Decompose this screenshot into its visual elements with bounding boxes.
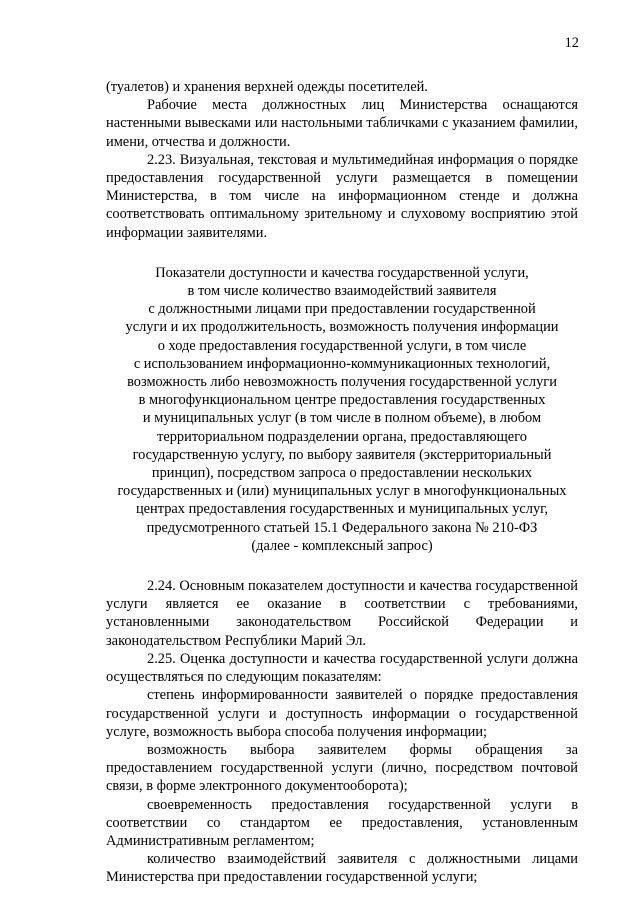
heading-line: в многофункциональном центре предоставления государственных bbox=[138, 392, 546, 409]
page-number: 12 bbox=[564, 35, 579, 51]
heading-line: (далее - комплексный запрос) bbox=[251, 537, 433, 554]
heading-line: и муниципальных услуг (в том числе в полном объеме), в любом bbox=[142, 410, 542, 427]
heading-line: возможность либо невозможность получения государственной услуги bbox=[127, 374, 557, 391]
heading-line: принцип), посредством запроса о предоставлении нескольких bbox=[151, 465, 533, 482]
heading-line: территориальном подразделении органа, предоставляющего bbox=[157, 428, 527, 445]
paragraph-2-24: 2.24. Основным показателем доступности и качества государственной услуги является ее оказание в соответствии с требованиями, установленными законодательством Российской Федерации и законодательством Республики Марий Эл. bbox=[106, 578, 578, 649]
list-item-interactions: количество взаимодействий заявителя с должностными лицами Министерства при предоставлении государственной услуги; bbox=[106, 851, 578, 886]
paragraph-workplaces: Рабочие места должностных лиц Министерства оснащаются настенными вывесками или настольными табличками с указанием фамилии, имени, отчества и должности. bbox=[106, 97, 578, 150]
heading-line: предусмотренного статьей 15.1 Федерального закона № 210-ФЗ bbox=[146, 519, 538, 536]
heading-line: Показатели доступности и качества государственной услуги, bbox=[155, 264, 529, 281]
paragraph-2-25: 2.25. Оценка доступности и качества государственной услуги должна осуществляться по следующим показателям: bbox=[106, 650, 578, 686]
heading-line: государственную услугу, по выбору заявителя (экстерриториальный bbox=[132, 446, 552, 463]
paragraph-continuation: (туалетов) и хранения верхней одежды посетителей. bbox=[106, 79, 428, 95]
list-item-form-choice: возможность выбора заявителем формы обращения за предоставлением государственной услуги (лично, посредством почтовой связи, в форме электронного документооборота); bbox=[106, 741, 578, 795]
heading-line: центрах предоставления государственных и муниципальных услуг, bbox=[135, 501, 549, 518]
list-item-informedness: степень информированности заявителей о порядке предоставления государственной услуги и доступность информации о государственной услуге, возможность выбора способа получения информации; bbox=[106, 687, 578, 740]
section-spacer bbox=[106, 555, 578, 577]
heading-line: в том числе количество взаимодействий заявителя bbox=[187, 283, 497, 300]
heading-line: с должностными лицами при предоставлении государственной bbox=[148, 301, 536, 318]
paragraph-2-23: 2.23. Визуальная, текстовая и мультимедийная информация о порядке предоставления государственной услуги размещается в помещении Министерства, в том числе на информационном стенде и должна соответствовать оптимальному зрительному и слуховому восприятию этой информации заявителями. bbox=[106, 151, 578, 241]
section-heading bbox=[106, 264, 578, 555]
heading-line: о ходе предоставления государственной услуги, в том числе bbox=[157, 337, 527, 354]
heading-line: государственных и (или) муниципальных услуг в многофункциональных bbox=[117, 483, 567, 500]
document-body bbox=[106, 78, 578, 887]
heading-line: услуги и их продолжительность, возможность получения информации bbox=[125, 319, 559, 336]
list-item-timeliness: своевременность предоставления государственной услуги в соответствии со стандартом ее предоставления, установленным Административным регламентом; bbox=[106, 796, 578, 849]
heading-line: с использованием информационно-коммуникационных технологий, bbox=[133, 355, 551, 372]
